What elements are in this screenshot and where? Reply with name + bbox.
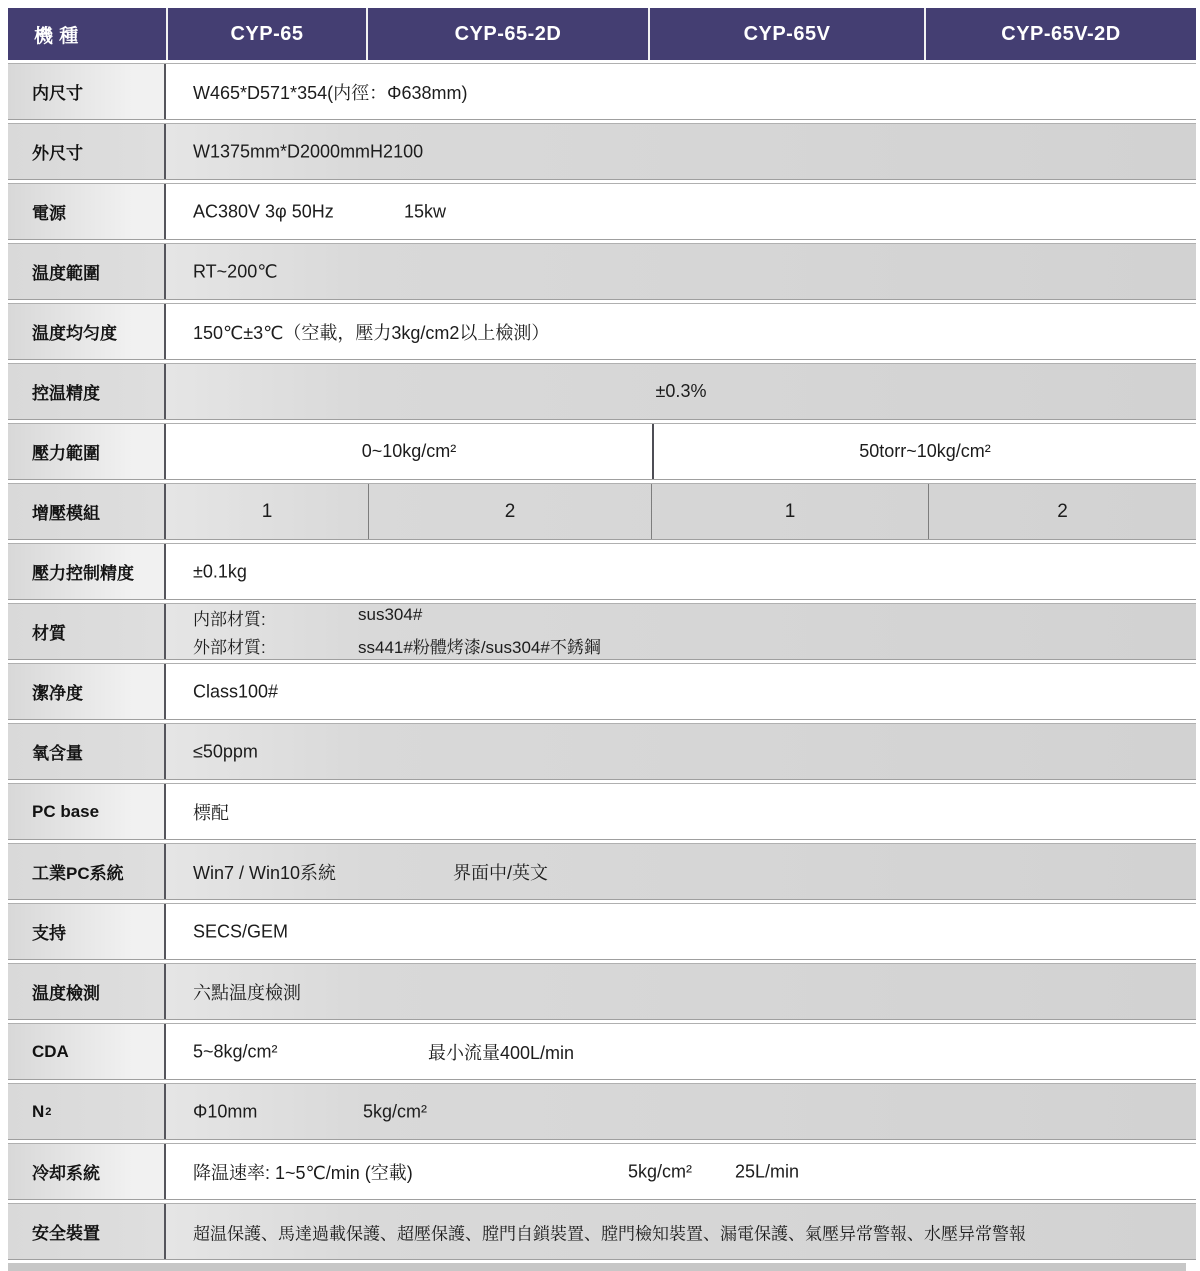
header-model-cyp-65: CYP-65 <box>166 8 366 60</box>
row-label-support <box>8 904 166 959</box>
spec-row-n2 <box>8 1083 1196 1140</box>
row-label-text: 壓力控制精度 <box>32 564 134 583</box>
spec-row-cooling <box>8 1143 1196 1200</box>
row-label-inner-size <box>8 64 166 119</box>
value-area-support <box>166 904 1196 959</box>
spec-row-cda <box>8 1023 1196 1080</box>
row-label-boost-module <box>8 484 166 539</box>
value-text-1: 最小流量400L/min <box>428 1042 575 1063</box>
value-cell-2: 1 <box>651 484 928 539</box>
value-area-industrial-pc <box>166 844 1196 899</box>
row-label-text: 電源 <box>32 204 66 223</box>
spec-row-temp-detection <box>8 963 1196 1020</box>
spec-row-pressure-control-accuracy <box>8 543 1196 600</box>
spec-table <box>8 8 1196 1271</box>
value-span-0: 0~10kg/cm² <box>361 441 457 461</box>
row-label-text: PC base <box>32 801 100 821</box>
row-label-text: 内尺寸 <box>32 84 83 103</box>
spec-row-material <box>8 603 1196 660</box>
value-area-n2 <box>166 1084 1196 1139</box>
spec-row-oxygen-content <box>8 723 1196 780</box>
value-span-1: 50torr~10kg/cm² <box>652 424 1196 479</box>
spec-row-temp-range <box>8 243 1196 300</box>
row-label-text: 冷却系統 <box>32 1164 100 1183</box>
value-text-0: 150℃±3℃（空載，壓力3kg/cm2以上檢測） <box>193 322 550 343</box>
value-area-temp-uniformity <box>166 304 1196 359</box>
value-text-1: 5kg/cm² <box>363 1101 428 1121</box>
row-label-text: 控温精度 <box>32 384 100 403</box>
row-label-text: 温度檢測 <box>32 984 100 1003</box>
spec-row-safety <box>8 1203 1196 1260</box>
row-label-temp-control-accuracy <box>8 364 166 419</box>
value-area-cleanliness <box>166 664 1196 719</box>
row-label-oxygen-content <box>8 724 166 779</box>
value-area-material <box>166 604 1196 659</box>
spec-row-temp-control-accuracy <box>8 363 1196 420</box>
value-area-temp-range <box>166 244 1196 299</box>
value-cell-3: 2 <box>928 484 1196 539</box>
value-text-0: 六點温度檢測 <box>193 982 301 1003</box>
value-text-1: 界面中/英文 <box>453 862 549 883</box>
header-row <box>8 8 1196 60</box>
row-label-text: 氧含量 <box>32 744 83 763</box>
value-area-temp-control-accuracy <box>166 364 1196 419</box>
row-label-pressure-range <box>8 424 166 479</box>
value-text-0: Win7 / Win10系統 <box>193 862 337 883</box>
value-text-0: 降温速率: 1~5℃/min (空載) <box>193 1162 413 1183</box>
row-label-cooling <box>8 1144 166 1199</box>
row-label-text: 温度均匀度 <box>32 324 117 343</box>
spec-row-industrial-pc <box>8 843 1196 900</box>
value-area-temp-detection <box>166 964 1196 1019</box>
row-label-text: 工業PC系統 <box>32 864 124 883</box>
spec-row-outer-size <box>8 123 1196 180</box>
spec-rows <box>8 63 1196 1260</box>
value-area-pc-base <box>166 784 1196 839</box>
row-label-temp-detection <box>8 964 166 1019</box>
material-line-value: ss441#粉體烤漆/sus304#不銹鋼 <box>358 638 601 657</box>
row-label-text: 壓力範圍 <box>32 444 100 463</box>
row-label-cleanliness <box>8 664 166 719</box>
value-cell-0: 1 <box>261 500 273 522</box>
value-area-pressure-control-accuracy <box>166 544 1196 599</box>
value-text-0: ±0.1kg <box>193 561 247 581</box>
material-line-value: sus304# <box>358 605 423 624</box>
value-text-0: Class100# <box>193 681 279 701</box>
row-label-industrial-pc <box>8 844 166 899</box>
spec-row-inner-size <box>8 63 1196 120</box>
value-text-0: RT~200℃ <box>193 261 278 281</box>
row-label-text: 材質 <box>32 624 66 643</box>
value-area-cda <box>166 1024 1196 1079</box>
row-label-text: 增壓模組 <box>32 504 100 523</box>
header-model-cyp-65-2d: CYP-65-2D <box>366 8 648 60</box>
value-area-boost-module <box>166 484 1196 539</box>
spec-row-boost-module <box>8 483 1196 540</box>
value-text-0: AC380V 3φ 50Hz <box>193 201 334 221</box>
row-label-power <box>8 184 166 239</box>
value-text-0: ≤50ppm <box>193 741 258 761</box>
row-label-text: CDA <box>32 1041 69 1061</box>
row-label-text: 温度範圍 <box>32 264 100 283</box>
row-label-safety <box>8 1204 166 1259</box>
row-label-outer-size <box>8 124 166 179</box>
value-area-cooling <box>166 1144 1196 1199</box>
header-machine-type-label: 機 種 <box>34 25 79 47</box>
row-label-text: 安全裝置 <box>32 1224 100 1243</box>
value-text-0: 超温保護、馬達過載保護、超壓保護、膛門自鎖裝置、膛門檢知裝置、漏電保護、氣壓异常警報、水壓异常警報 <box>193 1224 1026 1243</box>
value-text-0: W465*D571*354(内徑：Φ638mm) <box>193 82 468 103</box>
value-text-2: 25L/min <box>735 1161 800 1181</box>
value-text-0: W1375mm*D2000mmH2100 <box>193 141 424 161</box>
spec-row-temp-uniformity <box>8 303 1196 360</box>
row-label-pressure-control-accuracy <box>8 544 166 599</box>
value-area-safety <box>166 1204 1196 1259</box>
row-label-text: 支持 <box>32 924 66 943</box>
value-text-0: Φ10mm <box>193 1101 258 1121</box>
value-text-0: 標配 <box>193 802 229 823</box>
bottom-divider-bar <box>8 1263 1186 1271</box>
material-line-0 <box>193 605 422 630</box>
spec-row-pc-base <box>8 783 1196 840</box>
material-line-name: 内部材質: <box>193 610 266 629</box>
value-text-0: 5~8kg/cm² <box>193 1041 278 1061</box>
row-label-text: N <box>32 1101 45 1121</box>
value-text-1: 5kg/cm² <box>628 1161 693 1181</box>
row-label-subscript: 2 <box>45 1105 52 1118</box>
row-label-material <box>8 604 166 659</box>
row-label-text: 潔净度 <box>32 684 83 703</box>
value-area-inner-size <box>166 64 1196 119</box>
value-area-pressure-range <box>166 424 1196 479</box>
row-label-pc-base <box>8 784 166 839</box>
material-line-name: 外部材質: <box>193 638 266 657</box>
value-area-outer-size <box>166 124 1196 179</box>
header-model-cyp-65v: CYP-65V <box>648 8 924 60</box>
row-label-temp-range <box>8 244 166 299</box>
value-text-1: 15kw <box>404 201 447 221</box>
value-cell-1: 2 <box>368 484 651 539</box>
value-text: ±0.3% <box>655 381 707 401</box>
header-model-cyp-65v-2d: CYP-65V-2D <box>924 8 1196 60</box>
row-label-text: 外尺寸 <box>32 144 83 163</box>
value-area-oxygen-content <box>166 724 1196 779</box>
spec-row-cleanliness <box>8 663 1196 720</box>
spec-row-pressure-range <box>8 423 1196 480</box>
spec-row-support <box>8 903 1196 960</box>
spec-row-power <box>8 183 1196 240</box>
row-label-temp-uniformity <box>8 304 166 359</box>
row-label-cda <box>8 1024 166 1079</box>
row-label-n2 <box>8 1084 166 1139</box>
value-text-0: SECS/GEM <box>193 921 289 941</box>
material-line-1 <box>193 633 601 658</box>
value-area-power <box>166 184 1196 239</box>
